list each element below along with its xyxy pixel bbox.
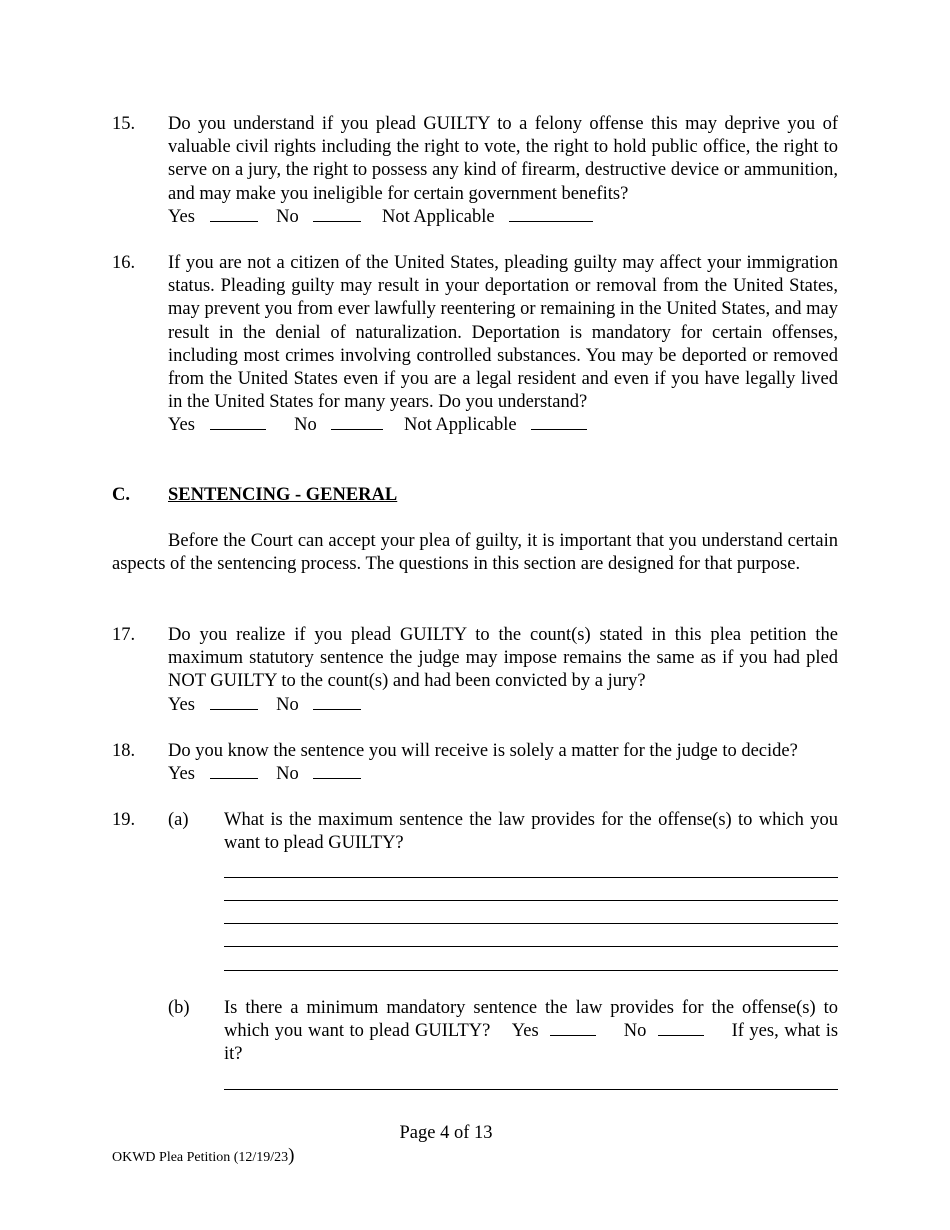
page-number: Page 4 of 13 <box>399 1123 493 1143</box>
question-number: 19. <box>112 810 136 830</box>
yes-answer-blank[interactable] <box>210 206 258 222</box>
sub-label: (a) <box>168 810 189 830</box>
answer-line-19a-2[interactable] <box>224 900 838 901</box>
answer-row <box>168 206 838 229</box>
answer-row <box>168 763 838 786</box>
question-17 <box>112 624 838 717</box>
yes-answer-blank[interactable] <box>210 763 258 779</box>
sub-question-text: Is there a minimum mandatory sentence the law provides for the offense(s) to which you want to plead GUILTY? Yes No If yes, what is it? <box>224 998 839 1065</box>
question-number: 16. <box>112 253 136 273</box>
not-applicable-label: Not Applicable <box>382 206 495 227</box>
question-number: 17. <box>112 625 136 645</box>
question-18 <box>112 740 838 786</box>
not-applicable-label: Not Applicable <box>404 415 517 436</box>
section-title: SENTENCING - GENERAL <box>168 485 398 505</box>
question-15 <box>112 113 838 229</box>
yes-label: Yes <box>511 1021 539 1042</box>
question-19 <box>112 809 838 855</box>
answer-line-19a-4[interactable] <box>224 946 838 947</box>
answer-line-19a-5[interactable] <box>224 970 838 971</box>
answer-row <box>168 694 838 717</box>
no-label: No <box>276 206 299 227</box>
question-text: Do you understand if you plead GUILTY to a felony offense this may deprive you of valuable civil rights including the right to vote, the right to hold public office, the right to serve on a jury, the right to possess any kind of firearm, destructive device or ammunition, and may make you ineligible for certain government benefits? <box>168 114 838 204</box>
no-answer-blank[interactable] <box>313 206 361 222</box>
no-answer-blank[interactable] <box>313 763 361 779</box>
sub-label: (b) <box>168 998 190 1018</box>
section-letter: C. <box>112 485 130 505</box>
yes-label: Yes <box>168 764 195 785</box>
not-applicable-blank[interactable] <box>509 206 593 222</box>
question-19b <box>112 997 838 1067</box>
question-text: If you are not a citizen of the United States, pleading guilty may affect your immigration status. Pleading guilty may result in your deportation or removal from the United States, may prevent you from ever lawfully reentering or remaining in the United States, and may result in the denial of naturalization. Deportation is mandatory for certain offenses, including most crimes involving controlled substances. You may be deported or removed from the United States even if you are a legal resident and even if you have legally lived in the United States for many years. Do you understand? <box>168 253 838 413</box>
answer-line-19a-1[interactable] <box>224 877 838 878</box>
question-number: 15. <box>112 114 136 134</box>
answer-line-19a-3[interactable] <box>224 923 838 924</box>
yes-label: Yes <box>168 206 195 227</box>
question-16 <box>112 252 838 438</box>
yes-answer-blank[interactable] <box>210 414 266 430</box>
no-answer-blank[interactable] <box>313 694 361 710</box>
sub-question-text: What is the maximum sentence the law provides for the offense(s) to which you want to plead GUILTY? <box>224 810 838 854</box>
question-19a <box>112 809 838 855</box>
answer-line-19b[interactable] <box>224 1089 838 1090</box>
no-label: No <box>623 1021 647 1042</box>
no-label: No <box>276 764 299 785</box>
no-answer-blank[interactable] <box>331 414 383 430</box>
if-yes-label: If yes, what is it? <box>224 1021 839 1065</box>
no-label: No <box>276 694 299 715</box>
answer-row <box>168 414 838 437</box>
yes-answer-blank[interactable] <box>210 694 258 710</box>
not-applicable-blank[interactable] <box>531 414 587 430</box>
yes-label: Yes <box>168 415 195 436</box>
question-number: 18. <box>112 741 136 761</box>
no-label: No <box>294 415 317 436</box>
section-intro: Before the Court can accept your plea of guilty, it is important that you understand certain aspects of the sentencing process. The questions in this section are designed for that purpose. <box>112 531 838 575</box>
form-identifier: OKWD Plea Petition (12/19/23) <box>112 1145 295 1166</box>
question-text: Do you realize if you plead GUILTY to the count(s) stated in this plea petition the maximum statutory sentence the judge may impose remains the same as if you had pled NOT GUILTY to the count(s) and had been convicted by a jury? <box>168 625 838 692</box>
yes-label: Yes <box>168 694 195 715</box>
question-text: Do you know the sentence you will receive is solely a matter for the judge to decide? <box>168 741 798 761</box>
no-answer-blank[interactable] <box>658 1020 704 1036</box>
yes-answer-blank[interactable] <box>550 1020 596 1036</box>
